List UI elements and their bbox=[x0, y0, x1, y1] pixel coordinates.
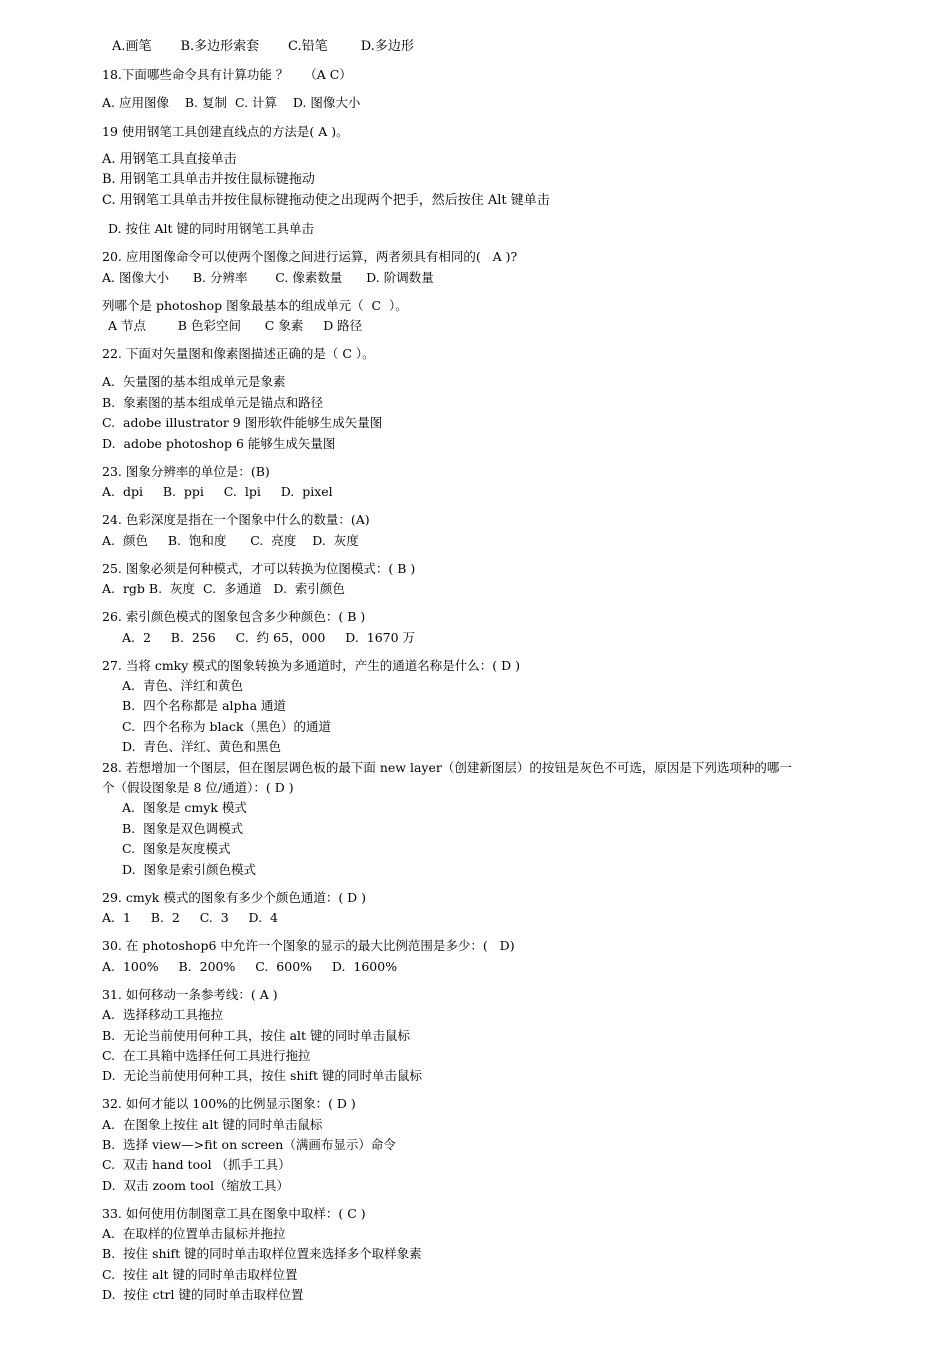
option-line: C. 四个名称为 black（黑色）的通道 bbox=[122, 719, 332, 734]
option-line: D. 青色、洋红、黄色和黑色 bbox=[122, 739, 281, 754]
option-line: C. 在工具箱中选择任何工具进行拖拉 bbox=[102, 1048, 311, 1063]
option-line: B. 选择 view—>fit on screen（满画布显示）命令 bbox=[102, 1137, 396, 1152]
option-line: B. 象素图的基本组成单元是锚点和路径 bbox=[102, 395, 324, 410]
question-27: 27. 当将 cmky 模式的图象转换为多通道时，产生的通道名称是什么：( D ) bbox=[102, 658, 521, 673]
question-30: 30. 在 photoshop6 中允许一个图象的显示的最大比例范围是多少：( D) bbox=[102, 938, 515, 953]
option-line: C. 双击 hand tool （抓手工具） bbox=[102, 1157, 291, 1172]
question-21: 列哪个是 photoshop 图象最基本的组成单元（ C ）。 bbox=[102, 298, 408, 313]
options-25: A. rgb B. 灰度 C. 多通道 D. 索引颜色 bbox=[102, 581, 345, 596]
option-line: A. 用钢笔工具直接单击 bbox=[102, 152, 237, 167]
question-28-cont: 个（假设图象是 8 位/通道）：( D ) bbox=[102, 780, 294, 795]
option-line: D. 按住 Alt 键的同时用钢笔工具单击 bbox=[108, 221, 315, 236]
question-31: 31. 如何移动一条参考线：( A ) bbox=[102, 987, 278, 1002]
option-line: C. 按住 alt 键的同时单击取样位置 bbox=[102, 1267, 298, 1282]
question-24: 24. 色彩深度是指在一个图象中什么的数量：(A) bbox=[102, 512, 370, 527]
options-30: A. 100% B. 200% C. 600% D. 1600% bbox=[102, 959, 398, 974]
options-24: A. 颜色 B. 饱和度 C. 亮度 D. 灰度 bbox=[102, 533, 359, 548]
options-18: A. 应用图像 B. 复制 C. 计算 D. 图像大小 bbox=[102, 95, 361, 110]
option-line: C. 图象是灰度模式 bbox=[122, 841, 231, 856]
option-line: D. 图象是索引颜色模式 bbox=[122, 862, 256, 877]
question-33: 33. 如何使用仿制图章工具在图象中取样：( C ) bbox=[102, 1206, 366, 1221]
question-29: 29. cmyk 模式的图象有多少个颜色通道：( D ) bbox=[102, 890, 367, 905]
question-22: 22. 下面对矢量图和像素图描述正确的是（ C ）。 bbox=[102, 346, 375, 361]
option-line: B. 图象是双色调模式 bbox=[122, 821, 244, 836]
options-26: A. 2 B. 256 C. 约 65，000 D. 1670 万 bbox=[122, 630, 416, 645]
option-line: D. adobe photoshop 6 能够生成矢量图 bbox=[102, 436, 336, 451]
options-23: A. dpi B. ppi C. lpi D. pixel bbox=[102, 484, 333, 499]
option-line: B. 按住 shift 键的同时单击取样位置来选择多个取样象素 bbox=[102, 1246, 422, 1261]
option-line: D. 按住 ctrl 键的同时单击取样位置 bbox=[102, 1287, 304, 1302]
option-line: D. 无论当前使用何种工具，按住 shift 键的同时单击鼠标 bbox=[102, 1068, 423, 1083]
option-line: A. 选择移动工具拖拉 bbox=[102, 1007, 223, 1022]
question-23: 23. 图象分辨率的单位是：(B) bbox=[102, 464, 270, 479]
option-line: A. 在取样的位置单击鼠标并拖拉 bbox=[102, 1226, 286, 1241]
question-26: 26. 索引颜色模式的图象包含多少种颜色：( B ) bbox=[102, 609, 366, 624]
option-line: C. 用钢笔工具单击并按住鼠标键拖动使之出现两个把手，然后按住 Alt 键单击 bbox=[102, 193, 550, 208]
option-line: B. 无论当前使用何种工具，按住 alt 键的同时单击鼠标 bbox=[102, 1028, 411, 1043]
question-20: 20. 应用图像命令可以使两个图像之间进行运算，两者须具有相同的( A )? bbox=[102, 249, 518, 264]
option-line: A. 在图象上按住 alt 键的同时单击鼠标 bbox=[102, 1117, 323, 1132]
option-line: D. 双击 zoom tool（缩放工具） bbox=[102, 1178, 290, 1193]
question-25: 25. 图象必须是何种模式，才可以转换为位图模式：( B ) bbox=[102, 561, 416, 576]
question-28: 28. 若想增加一个图层，但在图层调色板的最下面 new layer（创建新图层）的按钮是灰色不可选，原因是下列选项种的哪一 bbox=[102, 760, 792, 775]
question-19: 19 使用钢笔工具创建直线点的方法是( A )。 bbox=[102, 124, 349, 139]
options-21: A 节点 B 色彩空间 C 象素 D 路径 bbox=[108, 318, 363, 333]
option-line: A. 青色、洋红和黄色 bbox=[122, 678, 243, 693]
option-line: A. 图象是 cmyk 模式 bbox=[122, 800, 247, 815]
question-18: 18.下面哪些命令具有计算功能 ？ （A C） bbox=[102, 67, 352, 82]
options-20: A. 图像大小 B. 分辨率 C. 像素数量 D. 阶调数量 bbox=[102, 270, 434, 285]
option-line: C. adobe illustrator 9 图形软件能够生成矢量图 bbox=[102, 415, 383, 430]
option-line: A. 矢量图的基本组成单元是象素 bbox=[102, 374, 286, 389]
options-29: A. 1 B. 2 C. 3 D. 4 bbox=[102, 910, 279, 925]
text-line: A.画笔 B.多边形索套 C.铅笔 D.多边形 bbox=[112, 39, 414, 54]
question-32: 32. 如何才能以 100%的比例显示图象：( D ) bbox=[102, 1096, 356, 1111]
option-line: B. 用钢笔工具单击并按住鼠标键拖动 bbox=[102, 172, 315, 187]
option-line: B. 四个名称都是 alpha 通道 bbox=[122, 698, 287, 713]
